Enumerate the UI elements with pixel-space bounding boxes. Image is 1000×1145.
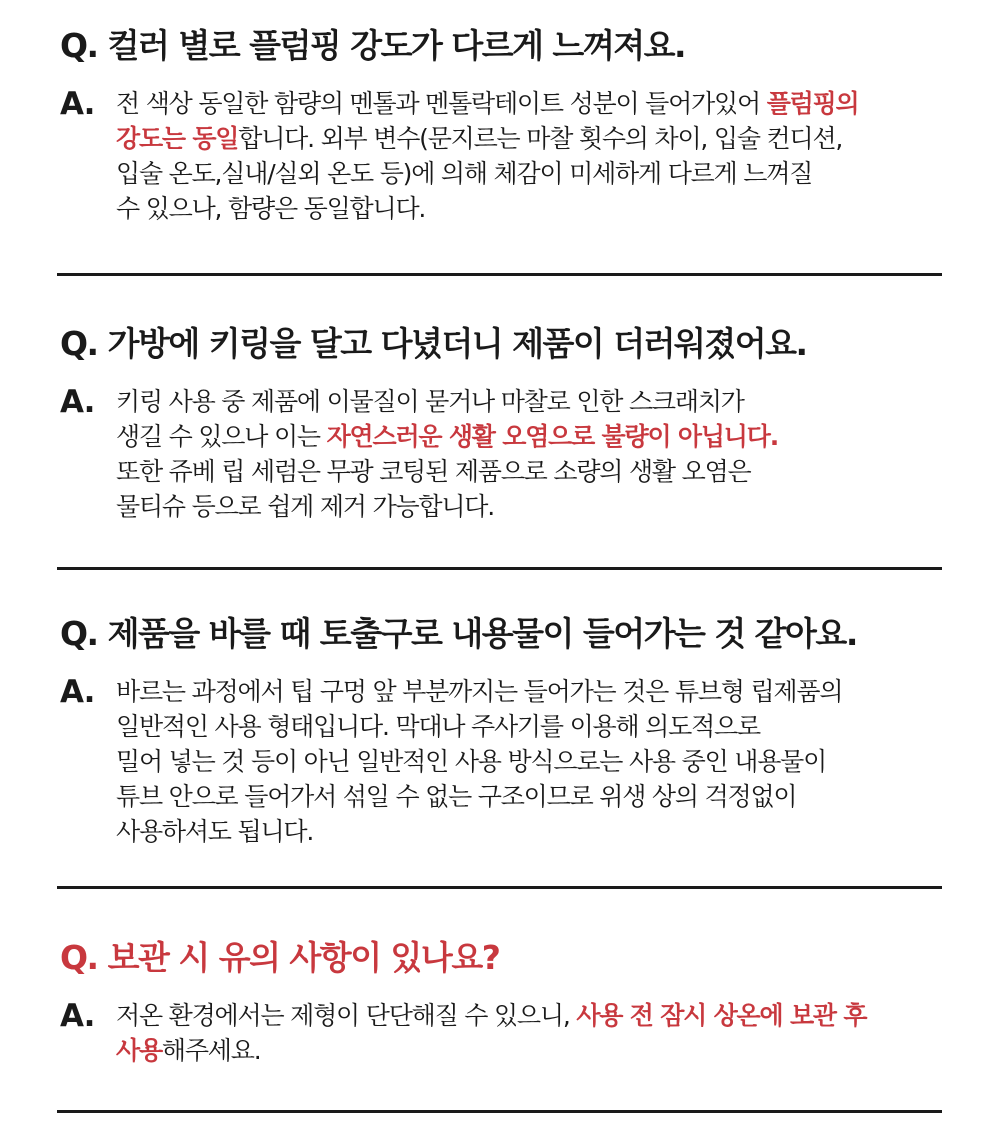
answer-line: 전 색상 동일한 함량의 멘톨과 멘톨락테이트 성분이 들어가있어 플럼핑의 [116,89,859,118]
answer-highlight: 자연스러운 생활 오염으로 불량이 아닙니다. [326,422,779,451]
answer-mark: A. [60,86,95,122]
section-divider [57,1110,942,1113]
answer-highlight: 사용 [116,1036,162,1065]
answer-line: 키링 사용 중 제품에 이물질이 묻거나 마찰로 인한 스크래치가 [116,387,744,416]
section-divider [57,273,942,276]
answer-mark: A. [60,384,95,420]
answer-highlight: 강도는 동일 [116,124,239,153]
section-divider [57,886,942,889]
answer-line: 바르는 과정에서 팁 구멍 앞 부분까지는 들어가는 것은 튜브형 립제품의 [116,677,843,706]
answer-mark: A. [60,998,95,1034]
section-divider [57,567,942,570]
answer-line: 일반적인 사용 형태입니다. 막대나 주사기를 이용해 의도적으로 [116,712,760,741]
answer-line: 강도는 동일합니다. 외부 변수(문지르는 마찰 횟수의 차이, 입술 컨디션, [116,124,843,153]
answer-line: 물티슈 등으로 쉽게 제거 가능합니다. [116,492,494,521]
faq-item-nozzle [60,614,942,849]
answer-line: 수 있으나, 함량은 동일합니다. [116,194,426,223]
faq-item-storage [60,938,942,1068]
answer-line: 입술 온도,실내/실외 온도 등)에 의해 체감이 미세하게 다르게 느껴질 [116,159,813,188]
answer-highlight: 사용 전 잠시 상온에 보관 후 [576,1001,867,1030]
faq-answer [60,674,942,849]
answer-highlight: 플럼핑의 [766,89,859,118]
faq-question: Q. 제품을 바를 때 토출구로 내용물이 들어가는 것 같아요. [60,614,857,653]
faq-question: Q. 보관 시 유의 사항이 있나요? [60,938,500,977]
answer-line: 밀어 넣는 것 등이 아닌 일반적인 사용 방식으로는 사용 중인 내용물이 [116,747,827,776]
answer-line: 저온 환경에서는 제형이 단단해질 수 있으니, 사용 전 잠시 상온에 보관 후 [116,1001,867,1030]
faq-item-keyring [60,324,942,524]
faq-answer [60,998,942,1068]
answer-mark: A. [60,674,95,710]
answer-line: 튜브 안으로 들어가서 섞일 수 없는 구조이므로 위생 상의 걱정없이 [116,782,797,811]
faq-answer [60,86,942,226]
faq-answer [60,384,942,524]
answer-line: 생길 수 있으나 이는 자연스러운 생활 오염으로 불량이 아닙니다. [116,422,779,451]
faq-question: Q. 컬러 별로 플럼핑 강도가 다르게 느껴져요. [60,26,685,65]
answer-line: 또한 쥬베 립 세럼은 무광 코팅된 제품으로 소량의 생활 오염은 [116,457,751,486]
faq-item-plumping [60,26,942,226]
answer-line: 사용하셔도 됩니다. [116,817,314,846]
faq-question: Q. 가방에 키링을 달고 다녔더니 제품이 더러워졌어요. [60,324,807,363]
answer-line: 사용해주세요. [116,1036,261,1065]
